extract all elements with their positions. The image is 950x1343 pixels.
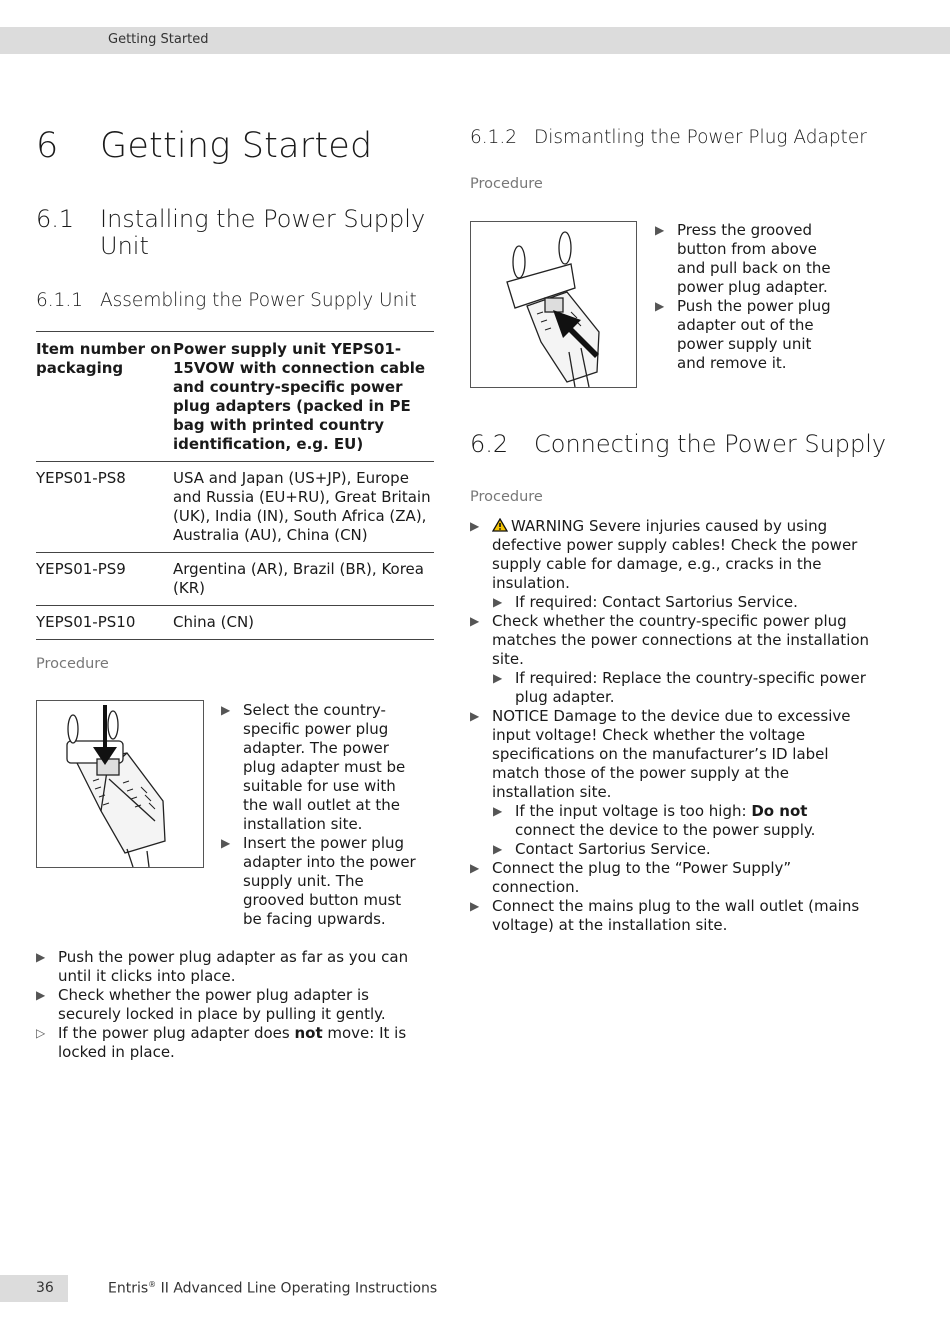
page-number: 36	[0, 1275, 68, 1302]
triangle-right-icon: ▶	[36, 950, 46, 964]
notice-item: ▶ NOTICE Damage to the device due to excessive input voltage! Check whether the voltage specifications on the manufacturer’s ID label match those of the power supply at the installation site.	[470, 707, 851, 801]
triangle-right-icon: ▶	[221, 703, 231, 717]
procedure-label: Procedure	[470, 176, 543, 192]
procedure-label: Procedure	[36, 656, 109, 672]
insert-adapter-drawing	[37, 701, 203, 867]
remove-steps-list	[655, 221, 840, 373]
list-item: ▶ Push the power plug adapter as far as you can until it clicks into place.	[36, 948, 409, 985]
table-header-row: Item number on packaging Power supply unit YEPS01-15VOW with connection cable and country-specific power plug adapters (packed in PE bag with printed country identification, e.g. EU)	[36, 332, 434, 462]
procedure-label: Procedure	[470, 489, 543, 505]
insert-adapter-illustration	[36, 700, 204, 868]
triangle-right-icon: ▶	[470, 861, 480, 875]
table-row: YEPS01-PS9 Argentina (AR), Brazil (BR), Korea (KR)	[36, 553, 434, 606]
list-item: ▶ If required: Replace the country-specific power plug adapter.	[493, 669, 866, 706]
list-item: ▶ Select the country-specific power plug adapter. The power plug adapter must be suitable for use with the wall outlet at the installation site.	[221, 701, 406, 833]
insert-steps-list	[221, 701, 421, 929]
footer-title: Entris® II Advanced Line Operating Instructions	[108, 1280, 438, 1297]
running-header-text: Getting Started	[108, 32, 209, 47]
triangle-right-icon: ▶	[655, 299, 665, 313]
list-item: ▶ Connect the mains plug to the wall outlet (mains voltage) at the installation site.	[470, 897, 860, 934]
triangle-right-icon: ▶	[470, 709, 480, 723]
list-item: ▶ Insert the power plug adapter into the power supply unit. The grooved button must be facing upwards.	[221, 834, 416, 928]
triangle-right-icon: ▶	[655, 223, 665, 237]
triangle-right-icon: ▶	[470, 614, 480, 628]
warning-item: ▶ WARNING Severe injuries caused by using defective power supply cables! Check the power supply cable for damage, e.g., cracks in the insulation.	[470, 517, 858, 592]
table-row: YEPS01-PS10 China (CN)	[36, 606, 434, 640]
triangle-right-icon: ▶	[470, 899, 480, 913]
triangle-right-icon: ▶	[493, 671, 503, 685]
list-item: ▶ Contact Sartorius Service.	[493, 840, 711, 858]
list-item: ▶ Press the grooved button from above and pull back on the power plug adapter.	[655, 221, 831, 296]
remove-adapter-drawing	[471, 222, 636, 387]
list-item: ▶ If the input voltage is too high: Do not connect the device to the power supply.	[493, 802, 816, 839]
table-row: YEPS01-PS8 USA and Japan (US+JP), Europe and Russia (EU+RU), Great Britain (UK), India (IN), South Africa (ZA), Australia (AU), China (CN)	[36, 462, 434, 553]
triangle-right-icon: ▶	[493, 595, 503, 609]
list-item: ▶ Connect the plug to the “Power Supply” connection.	[470, 859, 792, 896]
triangle-right-icon: ▶	[36, 988, 46, 1002]
list-item: ▶ Check whether the country-specific power plug matches the power connections at the installation site.	[470, 612, 870, 668]
running-header	[0, 27, 950, 54]
triangle-right-outline-icon: ▷	[36, 1026, 46, 1040]
list-item: ▶ If required: Contact Sartorius Service.	[493, 593, 798, 611]
triangle-right-icon: ▶	[493, 842, 503, 856]
lock-steps-list	[36, 948, 434, 1062]
triangle-right-icon: ▶	[493, 804, 503, 818]
warning-triangle-icon	[492, 518, 508, 532]
list-item: ▶ Check whether the power plug adapter is securely locked in place by pulling it gently.	[36, 986, 386, 1023]
connect-steps-list	[470, 517, 870, 935]
result-item: ▷ If the power plug adapter does not move: It is locked in place.	[36, 1024, 407, 1061]
triangle-right-icon: ▶	[221, 836, 231, 850]
list-item: ▶ Push the power plug adapter out of the power supply unit and remove it.	[655, 297, 831, 372]
item-number-table	[36, 331, 434, 640]
triangle-right-icon: ▶	[470, 519, 480, 533]
remove-adapter-illustration	[470, 221, 637, 388]
